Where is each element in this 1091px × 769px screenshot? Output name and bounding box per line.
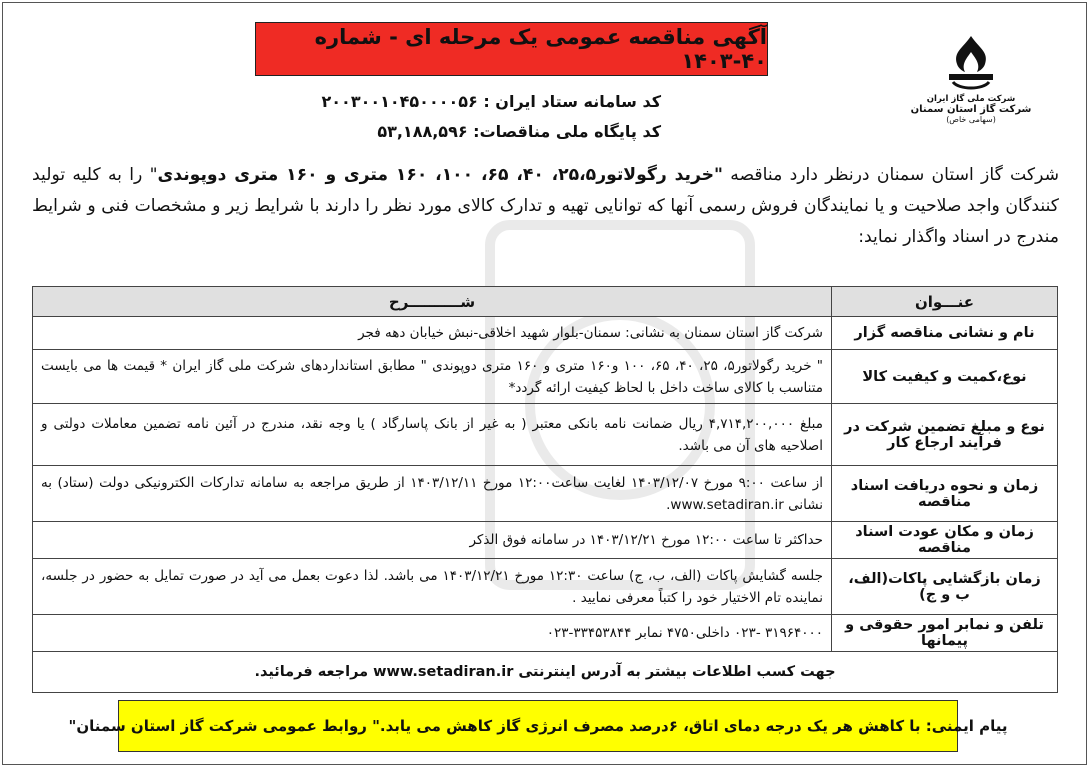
row-description: از ساعت ۹:۰۰ مورخ ۱۴۰۳/۱۲/۰۷ لغایت ساعت۱۲:۰۰ مورخ ۱۴۰۳/۱۲/۱۱ از طریق مراجعه به سامانه تدارکات الکترونیکی دولت (ستاد) به نشانی www.setadiran.ir. [33, 466, 832, 522]
row-label: نام و نشانی مناقصه گزار [832, 317, 1058, 350]
table-header-row [33, 287, 1058, 317]
row-description: ۳۱۹۶۴۰۰۰ -۰۲۳ داخلی۴۷۵۰ نمابر ۳۳۴۵۳۸۴۴-۰۲۳ [33, 615, 832, 652]
table-row [33, 317, 1058, 350]
table-row [33, 522, 1058, 559]
table-row [33, 350, 1058, 404]
table-row [33, 559, 1058, 615]
table-row [33, 404, 1058, 466]
row-label: زمان و نحوه دریافت اسناد مناقصه [832, 466, 1058, 522]
row-description: شرکت گاز استان سمنان به نشانی: سمنان-بلوار شهید اخلاقی-نبش خیابان دهه فجر [33, 317, 832, 350]
company-logo [910, 34, 1032, 144]
row-description: جلسه گشایش پاکات (الف، ب، ج) ساعت ۱۲:۳۰ مورخ ۱۴۰۳/۱۲/۲۱ می باشد. لذا دعوت بعمل می آید در صورت تمایل به حضور در جلسه، نماینده تام الاختیار خود را کتباً معرفی نمایید . [33, 559, 832, 615]
row-description: مبلغ ۴,۷۱۴,۲۰۰,۰۰۰ ریال ضمانت نامه بانکی معتبر ( به غیر از بانک پاسارگاد ) یا وجه نقد، مندرج در آئین نامه تضمین معاملات دولتی و اصلاحیه های آن می باشد. [33, 404, 832, 466]
more-info-note: جهت کسب اطلاعات بیشتر به آدرس اینترنتی www.setadiran.ir مراجعه فرمائید. [33, 652, 1058, 693]
row-description: حداکثر تا ساعت ۱۲:۰۰ مورخ ۱۴۰۳/۱۲/۲۱ در سامانه فوق الذکر [33, 522, 832, 559]
setad-code: کد سامانه ستاد ایران : ۲۰۰۳۰۰۱۰۴۵۰۰۰۰۵۶ [321, 92, 661, 111]
table-row [33, 615, 1058, 652]
row-label: نوع،کمیت و کیفیت کالا [832, 350, 1058, 404]
national-tender-code: کد پایگاه ملی مناقصات: ۵۳,۱۸۸,۵۹۶ [377, 122, 661, 141]
logo-line-3: (سهامی خاص) [946, 115, 996, 124]
header-title: عنـــوان [832, 287, 1058, 317]
flame-logo-icon [943, 34, 999, 92]
tender-title: آگهی مناقصه عمومی یک مرحله ای - شماره ۴۰-۱۴۰۳ [255, 22, 768, 76]
safety-message: پیام ایمنی: با کاهش هر یک درجه دمای اتاق، ۶درصد مصرف انرژی گاز کاهش می یابد." روابط عمومی شرکت گاز استان سمنان" [118, 700, 958, 752]
row-label: نوع و مبلغ تضمین شرکت در فرآیند ارجاع کار [832, 404, 1058, 466]
logo-line-2: شرکت گاز استان سمنان [910, 104, 1032, 115]
intro-part-1: شرکت گاز استان سمنان درنظر دارد مناقصه [723, 165, 1059, 185]
table-footer-row [33, 652, 1058, 693]
row-description: " خرید رگولاتور۵، ۲۵، ۴۰، ۶۵، ۱۰۰ و۱۶۰ متری و ۱۶۰ متری دوپوندی " مطابق استانداردهای شرکت ملی گاز ایران * قیمت ها می بایست متناسب با کالای ساخت داخل با لحاظ کیفیت ارائه گردد* [33, 350, 832, 404]
header-description: شــــــــــرح [33, 287, 832, 317]
row-label: زمان بازگشایی پاکات(الف، ب و ج) [832, 559, 1058, 615]
row-label: زمان و مکان عودت اسناد مناقصه [832, 522, 1058, 559]
intro-bold: "خرید رگولاتور۲۵،۵، ۴۰، ۶۵، ۱۰۰، ۱۶۰ متری و ۱۶۰ متری دوپوندی [157, 165, 724, 185]
intro-paragraph [32, 160, 1059, 253]
row-label: تلفن و نمابر امور حقوقی و پیمانها [832, 615, 1058, 652]
logo-line-1: شرکت ملی گاز ایران [926, 94, 1016, 104]
intro-part-2: " را به کلیه تولید کنندگان واجد صلاحیت و یا نمایندگان فروش رسمی آنها که توانایی تهیه و تدارک کالای مورد نظر را دارند با شرایط زیر و مشخصات فنی و شرایط مندرج در اسناد واگذار نماید: [32, 165, 1059, 247]
table-row [33, 466, 1058, 522]
tender-details-table [32, 286, 1058, 693]
